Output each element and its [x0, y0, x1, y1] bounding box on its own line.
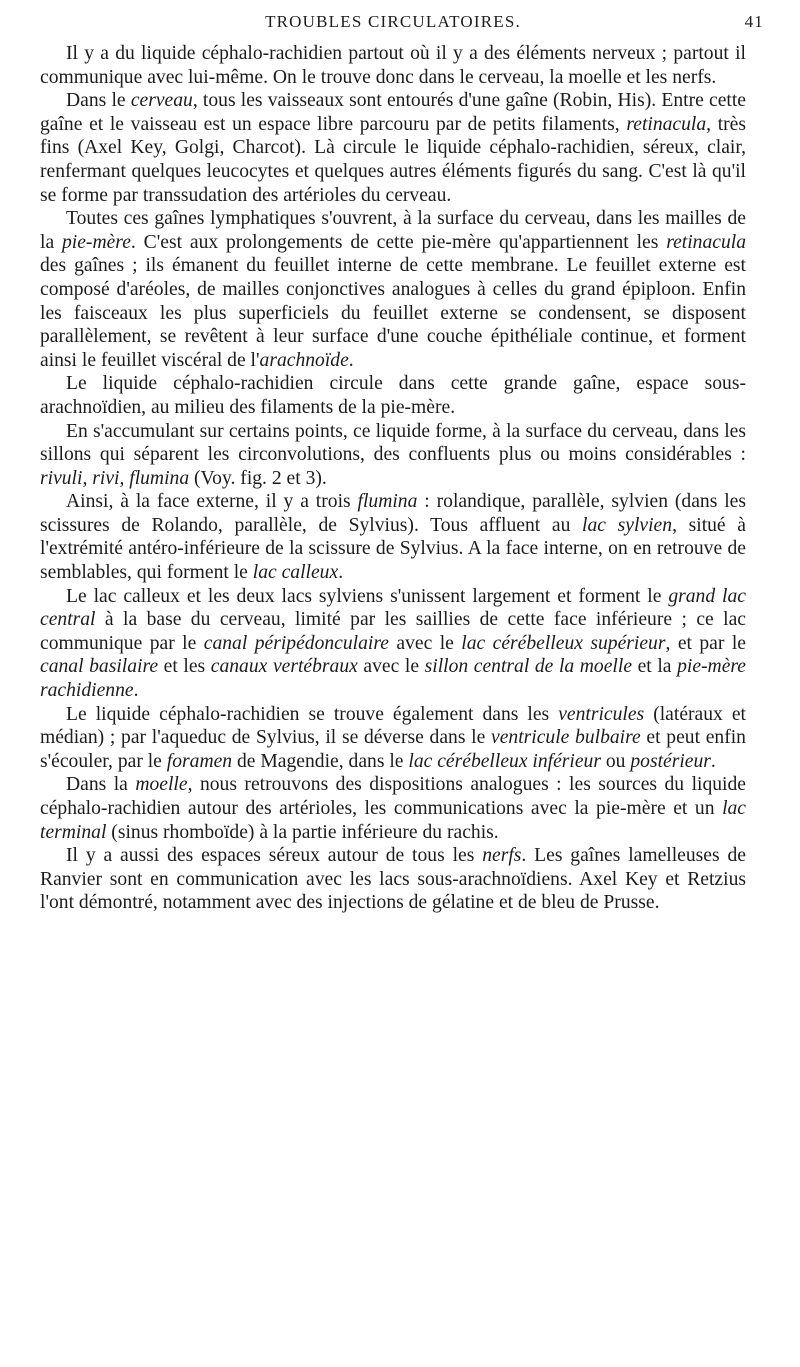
- paragraph: [40, 420, 746, 491]
- italic-term: lac calleux: [252, 562, 339, 584]
- paragraph: [40, 42, 746, 89]
- text-run: Dans la: [66, 774, 136, 796]
- text-run: des gaînes ; ils émanent du feuillet interne de cette membrane. Le feuillet externe est composé d'aréoles, de mailles conjonctives analogues à celles du grand épiploon. Enfin les faisceaux les plus superficiels du feuillet externe se condensent, se disposent parallèlement, se revêtent à leur surface d'une couche épithéliale continue, et forment ainsi le feuillet viscéral de l': [40, 255, 746, 371]
- text-run: , très fins (Axel Key, Golgi, Charcot). Là circule le liquide céphalo-rachidien, séreux, clair, renfermant quelques leucocytes et quelques autres éléments figurés du sang. C'est là qu'il se forme par transsudation des artérioles du cerveau.: [40, 113, 746, 206]
- running-title: TROUBLES CIRCULATOIRES.: [265, 12, 521, 31]
- text-run: Il y a aussi des espaces séreux autour de tous les: [66, 845, 483, 867]
- italic-term: ventricules: [558, 703, 645, 725]
- text-run: Le lac calleux et les deux lacs sylviens s'unissent largement et forment le: [66, 585, 669, 607]
- text-run: à la base du cerveau, limité par les saillies de cette face inférieure ; ce lac communique par le: [40, 609, 746, 654]
- paragraph: [40, 773, 746, 844]
- text-run: Ainsi, à la face externe, il y a trois: [66, 491, 358, 513]
- text-run: En s'accumulant sur certains points, ce liquide forme, à la surface du cerveau, dans les sillons qui séparent les circonvolutions, des confluents plus ou moins considérables :: [40, 420, 746, 466]
- text-run: , et par le: [665, 632, 746, 654]
- italic-term: lac cérébelleux supérieur: [461, 632, 666, 654]
- italic-term: lac terminal: [40, 798, 746, 843]
- text-run: (sinus rhomboïde) à la partie inférieure du rachis.: [106, 821, 499, 843]
- text-run: , nous retrouvons des dispositions analogues : les sources du liquide céphalo-rachidien autour des artérioles, les communications avec la pie-mère et un: [40, 774, 746, 819]
- text-run: .: [710, 750, 716, 772]
- text-run: et peut enfin s'écouler, par le: [40, 727, 746, 772]
- paragraph: [40, 585, 746, 703]
- text-run: Le liquide céphalo-rachidien se trouve également dans les: [66, 703, 559, 725]
- text-run: avec le: [357, 656, 425, 678]
- paragraph: [40, 703, 746, 774]
- italic-term: nerfs: [482, 845, 522, 867]
- text-run: de Magendie, dans le: [232, 750, 409, 772]
- italic-term: retinacula: [666, 231, 746, 253]
- text-run: Toutes ces gaînes lymphatiques s'ouvrent, à la surface du cerveau, dans les mailles de la: [40, 208, 746, 253]
- paragraph: [40, 89, 746, 207]
- body-text: [40, 42, 746, 915]
- text-run: , tous les vaisseaux sont entourés d'une gaîne (Robin, His). Entre cette gaîne et le vaisseau est un espace libre parcouru par de petits filaments,: [40, 90, 746, 135]
- italic-term: foramen: [166, 750, 233, 772]
- paragraph: [40, 490, 746, 584]
- italic-term: grand lac central: [40, 585, 746, 631]
- text-run: Il y a du liquide céphalo-rachidien partout où il y a des éléments nerveux ; partout il communique avec lui-même. On le trouve donc dans le cerveau, la moelle et les nerfs.: [40, 43, 746, 88]
- text-run: Le liquide céphalo-rachidien circule dans cette grande gaîne, espace sous-arachnoïdien, au milieu des filaments de la pie-mère.: [40, 373, 746, 418]
- italic-term: lac cérébelleux inférieur: [408, 750, 601, 772]
- text-run: ou: [600, 750, 631, 772]
- paragraph: [40, 372, 746, 419]
- text-run: . C'est aux prolongements de cette pie-mère qu'appartiennent les: [130, 231, 667, 253]
- text-run: .: [348, 349, 354, 371]
- text-run: : rolandique, parallèle, sylvien (dans les scissures de Rolando, parallèle, de Sylvius). Tous affluent au: [40, 491, 746, 536]
- text-run: Dans le: [66, 90, 131, 112]
- italic-term: canaux vertébraux: [210, 656, 358, 678]
- text-run: (latéraux et médian) ; par l'aqueduc de Sylvius, il se déverse dans le: [40, 703, 747, 749]
- text-run: et la: [632, 656, 678, 678]
- text-run: et les: [158, 656, 211, 678]
- text-run: avec le: [388, 632, 462, 654]
- text-run: . Les gaînes lamelleuses de Ranvier sont en communication avec les lacs sous-arachnoïdiens. Axel Key et Retzius l'ont démontré, notamment avec des injections de gélatine et de bleu de Prusse.: [40, 845, 746, 914]
- italic-term: cerveau: [130, 90, 193, 112]
- text-run: .: [133, 680, 139, 702]
- italic-term: canal péripédonculaire: [203, 632, 389, 654]
- italic-term: lac sylvien: [582, 514, 673, 536]
- italic-term: pie-mère rachidienne: [40, 656, 746, 702]
- italic-term: pie-mère: [62, 231, 131, 253]
- italic-term: moelle: [135, 774, 188, 796]
- paragraph: [40, 844, 746, 915]
- italic-term: postérieur: [630, 750, 711, 772]
- italic-term: canal basilaire: [40, 656, 159, 678]
- italic-term: rivuli, rivi, flumina: [40, 467, 190, 489]
- italic-term: arachnoïde: [259, 349, 349, 371]
- italic-term: retinacula: [626, 113, 707, 135]
- page-number: 41: [744, 12, 764, 31]
- running-header: [40, 12, 764, 42]
- text-run: .: [338, 562, 344, 584]
- paragraph: [40, 207, 746, 372]
- italic-term: ventricule bulbaire: [491, 727, 641, 749]
- text-run: , situé à l'extrémité antéro-inférieure de la scissure de Sylvius. A la face interne, on en retrouve de semblables, qui forment le: [40, 514, 746, 584]
- text-run: (Voy. fig. 2 et 3).: [189, 467, 327, 489]
- italic-term: sillon central de la moelle: [424, 656, 633, 678]
- italic-term: flumina: [357, 491, 418, 513]
